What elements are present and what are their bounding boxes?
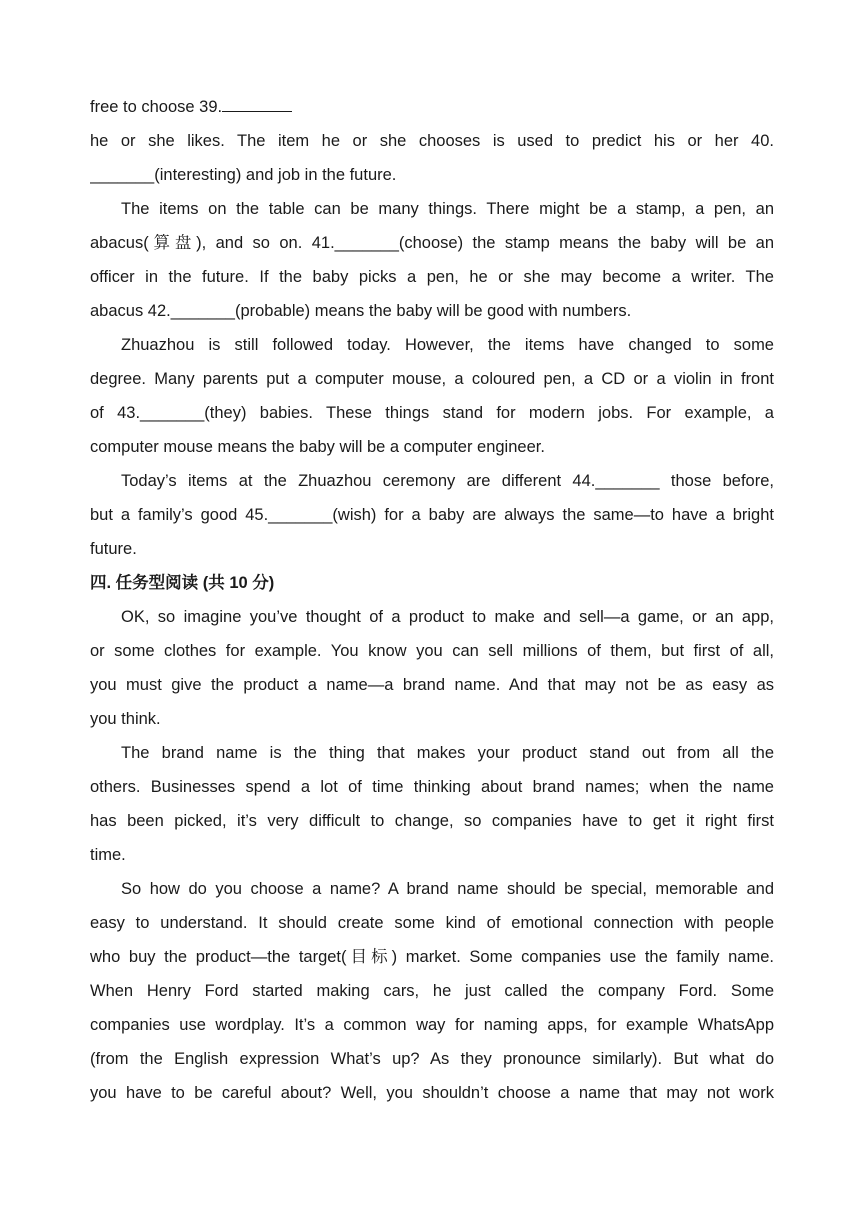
text-line	[90, 532, 774, 566]
line-text: 四. 任务型阅读 (共 10 分)	[90, 574, 275, 592]
line-text: Today’s items at the Zhuazhou ceremony are different 44._______ those before,	[121, 472, 774, 490]
line-text: you have to be careful about? Well, you shouldn’t choose a name that may not work	[90, 1084, 774, 1102]
text-line	[90, 1076, 774, 1110]
line-text: you must give the product a name—a brand name. And that may not be as easy as	[90, 676, 774, 694]
text-line	[90, 260, 774, 294]
text-line	[90, 396, 774, 430]
line-text: free to choose 39.	[90, 98, 223, 116]
text-line	[90, 294, 774, 328]
line-text: time.	[90, 846, 126, 864]
line-text: future.	[90, 540, 137, 558]
text-line	[90, 872, 774, 906]
line-text: The brand name is the thing that makes your product stand out from all the	[121, 744, 774, 762]
text-line	[90, 940, 774, 974]
text-line	[90, 838, 774, 872]
text-line	[90, 1042, 774, 1076]
answer-blank	[222, 97, 292, 112]
line-text: companies use wordplay. It’s a common way for naming apps, for example WhatsApp	[90, 1016, 774, 1034]
text-line	[90, 804, 774, 838]
line-text: abacus(算盘), and so on. 41._______(choose) the stamp means the baby will be an	[90, 234, 774, 252]
text-line	[90, 1008, 774, 1042]
line-text: he or she likes. The item he or she chooses is used to predict his or her 40.	[90, 132, 774, 150]
text-line	[90, 668, 774, 702]
line-text: officer in the future. If the baby picks a pen, he or she may become a writer. The	[90, 268, 774, 286]
text-line	[90, 906, 774, 940]
line-text: who buy the product—the target(目标) market. Some companies use the family name.	[90, 948, 774, 966]
text-line	[90, 634, 774, 668]
line-text: easy to understand. It should create some kind of emotional connection with people	[90, 914, 774, 932]
text-line	[90, 226, 774, 260]
line-text: When Henry Ford started making cars, he just called the company Ford. Some	[90, 982, 774, 1000]
line-text: OK, so imagine you’ve thought of a product to make and sell—a game, or an app,	[121, 608, 774, 626]
text-line	[90, 464, 774, 498]
text-line	[90, 702, 774, 736]
line-text: _______(interesting) and job in the future.	[90, 166, 397, 184]
line-text: you think.	[90, 710, 161, 728]
line-text: (from the English expression What’s up? As they pronounce similarly). But what do	[90, 1050, 774, 1068]
line-text: degree. Many parents put a computer mouse, a coloured pen, a CD or a violin in front	[90, 370, 774, 388]
text-line	[90, 770, 774, 804]
line-text: others. Businesses spend a lot of time thinking about brand names; when the name	[90, 778, 774, 796]
line-text: has been picked, it’s very difficult to change, so companies have to get it right first	[90, 812, 774, 830]
text-line	[90, 736, 774, 770]
text-line	[90, 158, 774, 192]
line-text: So how do you choose a name? A brand name should be special, memorable and	[121, 880, 774, 898]
document-page	[90, 90, 774, 1110]
text-line	[90, 192, 774, 226]
line-text: or some clothes for example. You know you can sell millions of them, but first of all,	[90, 642, 774, 660]
line-text: but a family’s good 45._______(wish) for a baby are always the same—to have a bright	[90, 506, 774, 524]
text-line	[90, 600, 774, 634]
text-line	[90, 430, 774, 464]
line-text: of 43._______(they) babies. These things stand for modern jobs. For example, a	[90, 404, 774, 422]
text-line	[90, 498, 774, 532]
line-text: The items on the table can be many things. There might be a stamp, a pen, an	[121, 200, 774, 218]
section-heading	[90, 566, 774, 600]
line-text: computer mouse means the baby will be a computer engineer.	[90, 438, 545, 456]
text-line	[90, 974, 774, 1008]
line-text: Zhuazhou is still followed today. However, the items have changed to some	[121, 336, 774, 354]
text-line	[90, 124, 774, 158]
text-line	[90, 90, 774, 124]
text-line	[90, 328, 774, 362]
text-line	[90, 362, 774, 396]
document-body	[90, 90, 774, 1110]
line-text: abacus 42._______(probable) means the baby will be good with numbers.	[90, 302, 632, 320]
